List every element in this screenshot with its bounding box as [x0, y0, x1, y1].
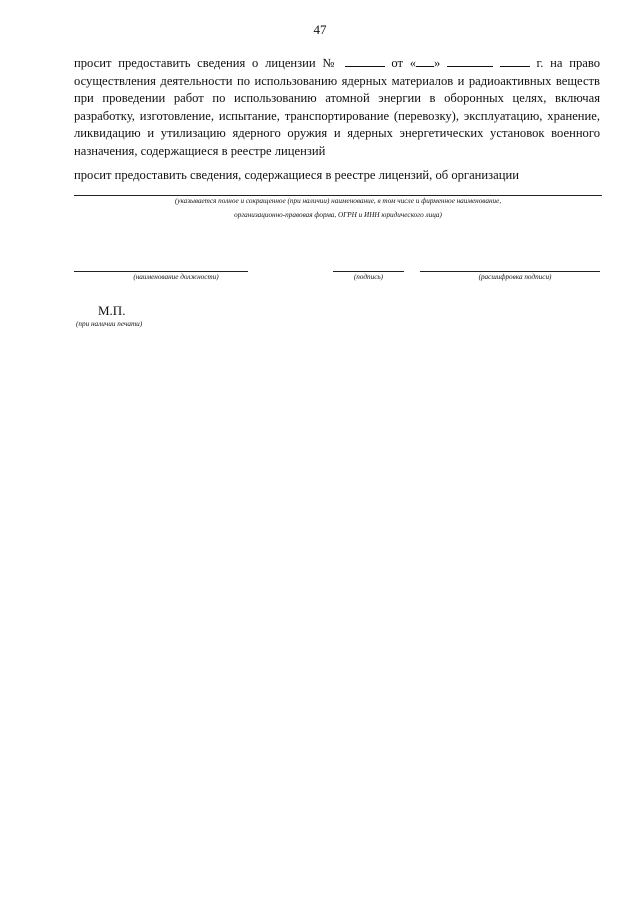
organization-caption-line2: организационно-правовая форма, ОГРН и ИНН юридического лица) — [234, 211, 442, 219]
organization-caption-line1: (указывается полное и сокращенное (при наличии) наименование, в том числе и фирменное наименование, — [174, 197, 502, 205]
stamp-caption: (при наличии печати) — [76, 320, 143, 328]
license-request-text-c: » — [434, 56, 441, 70]
signature-decoding-field-line[interactable] — [420, 271, 600, 272]
license-year-blank[interactable] — [500, 55, 530, 67]
license-month-blank[interactable] — [447, 55, 493, 67]
license-request-text-a: просит предоставить сведения о лицензии № — [74, 56, 338, 70]
license-day-blank[interactable] — [416, 55, 434, 67]
license-number-blank[interactable] — [345, 55, 385, 67]
position-field-line[interactable] — [74, 271, 248, 272]
signature-caption: (подпись) — [353, 273, 384, 281]
signature-field-line[interactable] — [333, 271, 404, 272]
organization-request-paragraph: просит предоставить сведения, содержащиеся в реестре лицензий, об организации — [74, 168, 519, 182]
page-number: 47 — [313, 22, 327, 37]
license-request-body: осуществления деятельности по использованию ядерных материалов и радиоактивных веществ при проведении работ по использованию атомной энергии в оборонных целях, включая разработку, изготовление, испытание, транспортирование (перевозку), эксплуатацию, хранение, ликвидацию и утилизацию ядерного оружия и ядерных энергетических установок военного назначения, содержащиеся в реестре лицензий — [74, 73, 600, 158]
license-request-paragraph — [74, 55, 600, 160]
signature-decoding-caption: (расшифровка подписи) — [478, 273, 552, 281]
stamp-label: М.П. — [98, 303, 126, 318]
license-request-text-b: от « — [391, 56, 417, 70]
organization-field-line[interactable] — [74, 195, 602, 196]
license-request-first-line — [74, 55, 600, 73]
position-caption: (наименование должности) — [133, 273, 219, 281]
license-request-text-d: г. на право — [536, 56, 600, 70]
